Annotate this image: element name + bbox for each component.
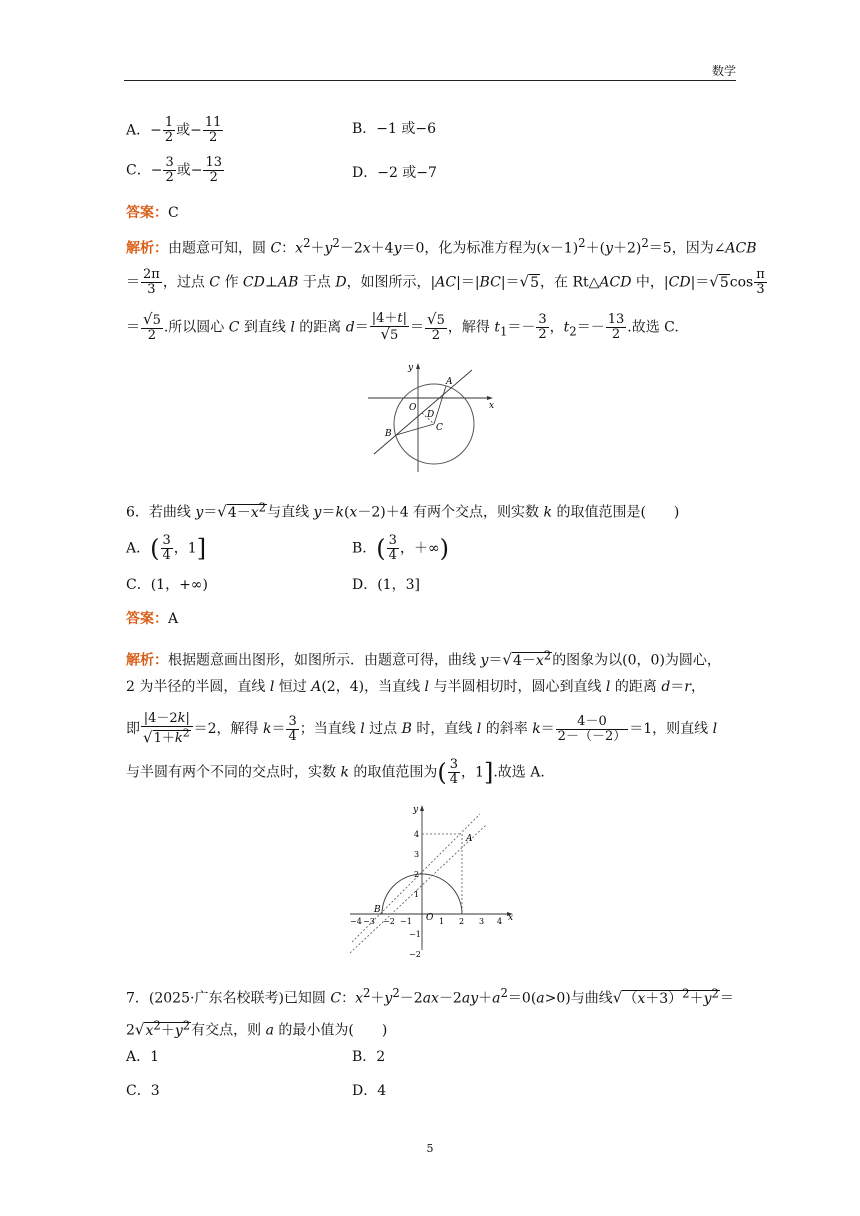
fig2-xtick: −3 (363, 917, 375, 926)
q7-option-a: A．1 (126, 1049, 160, 1065)
fig1-a-label: A (446, 377, 453, 387)
q6-answer-value: A (168, 611, 179, 627)
q5-analysis-line-2: ＝ $\frac{2\pi}{3}$ ，过点 C 作 CD⊥AB 于点 D，如图所示，|AC|＝|BC|＝√5，在 Rt△ACD 中，|CD|＝√5cos $\frac{\pi}{3}$ (126, 267, 765, 297)
q5-analysis-label: 解析： (126, 240, 168, 257)
fig2-o-label: O (426, 913, 434, 923)
q5-answer (126, 204, 179, 222)
q6-analysis-line-1: 解析：根据题意画出图形，如图所示．由题意可得，曲线 $y=√4-x^2$的图象为以(0，0)为圆心， (126, 648, 721, 669)
q7-stem-line-2: $2√x^2+y^2$有交点，则 a 的最小值为( ) (126, 1018, 388, 1039)
fig2-ytick: 4 (414, 830, 420, 839)
q5-option-b: B．−1 或−6 (352, 121, 437, 137)
fig2-ytick: 2 (414, 870, 420, 879)
q5-answer-label: 答案： (126, 205, 168, 221)
fig1-x-label: x (489, 401, 495, 411)
q6-option-c: C．(1，+∞) (126, 577, 208, 593)
fig2-ytick: 3 (414, 850, 420, 859)
q6-analysis-label: 解析： (126, 652, 168, 669)
q5-figure (360, 360, 510, 480)
fig1-b-label: B (385, 429, 392, 439)
fig1-y-label: y (408, 363, 414, 373)
q6-analysis-line-3: 即 $\frac{|4-2k|}{√1+k^2}$ ＝2，解得 k＝ $\frac{3}{4}$ ；当直线 l 过点 B 时，直线 l 的斜率 k＝ $\frac{4-0}{2-(-2)}$ ＝1，则直线 l (126, 711, 718, 747)
fig2-xtick: −1 (400, 917, 412, 926)
q7-option-b: B．2 (352, 1049, 386, 1065)
fig2-xtick: 1 (439, 917, 445, 926)
q7-option-d: D．4 (352, 1083, 387, 1099)
fig2-y-label: y (413, 805, 419, 815)
fig1-d-label: D (427, 410, 435, 420)
q6-analysis-line-4: 与半圆有两个不同的交点时，实数 k 的取值范围为( $\frac{3}{4}$ ，1].故选 A. (126, 757, 545, 787)
fig2-x-label: x (508, 913, 514, 923)
page-header (124, 62, 736, 81)
page-number: 5 (426, 1142, 434, 1155)
fig1-c-label: C (436, 423, 443, 433)
q6-figure (340, 800, 520, 960)
fig2-a-label: A (466, 834, 473, 844)
q6-answer-label: 答案： (126, 611, 168, 627)
q5-option-c: C．− $\frac{3}{2}$ 或− $\frac{13}{2}$ (126, 155, 223, 185)
fig2-xtick: 4 (497, 917, 503, 926)
q6-option-d: D．(1，3] (352, 577, 420, 593)
q6-stem: 6．若曲线 $y=√4-x^2$与直线 y＝k(x－2)＋4 有两个交点，则实数 k 的取值范围是( ) (126, 500, 680, 521)
fig2-xtick: 2 (459, 917, 465, 926)
q6-option-a: A．( $\frac{3}{4}$ ，1] (126, 533, 207, 563)
fig2-xtick: 3 (479, 917, 485, 926)
header-subject: 数学 (711, 64, 736, 78)
q5-analysis-line-3: ＝ $\frac{√5}{2}$ .所以圆心 C 到直线 l 的距离 d＝ $\frac{|4+t|}{√5}$ ＝ $\frac{√5}{2}$ ，解得 $t_1=-$ $\frac{3}{2}$ ，$t_2=-$ $\frac{13}{2}$ .故选 C. (126, 310, 679, 343)
fig2-b-label: B (374, 905, 381, 915)
fig2-ytick: 1 (414, 890, 420, 899)
q6-answer (126, 610, 178, 628)
fig1-o-label: O (409, 403, 417, 413)
q5-answer-value: C (168, 205, 179, 221)
q6-analysis-line-2: 2 为半径的半圆，直线 l 恒过 A(2，4)，当直线 l 与半圆相切时，圆心到直线 l 的距离 d＝r， (126, 679, 705, 695)
q5-analysis-line-1: 解析：由题意可知，圆 C：$x^2+y^2-2x+4y=0$，化为标准方程为$(x-1)^2+(y+2)^2=5$，因为∠ACB (126, 236, 757, 257)
q7-stem-line-1: 7．(2025·广东名校联考)已知圆 C：$x^2+y^2-2ax-2ay+a^2=0(a>0)$与曲线$√(x+3)^2+y^2=$ (126, 986, 734, 1007)
q7-option-c: C．3 (126, 1083, 160, 1099)
q6-option-b: B．( $\frac{3}{4}$ ，＋∞) (352, 533, 449, 563)
fig2-xtick: −2 (383, 917, 395, 926)
q5-option-a: A．− $\frac{1}{2}$ 或− $\frac{11}{2}$ (126, 115, 222, 145)
fig2-ytick: −2 (409, 950, 421, 959)
fig2-xtick: −4 (350, 917, 362, 926)
q5-option-d: D．−2 或−7 (352, 165, 437, 181)
fig2-ytick: −1 (409, 930, 421, 939)
